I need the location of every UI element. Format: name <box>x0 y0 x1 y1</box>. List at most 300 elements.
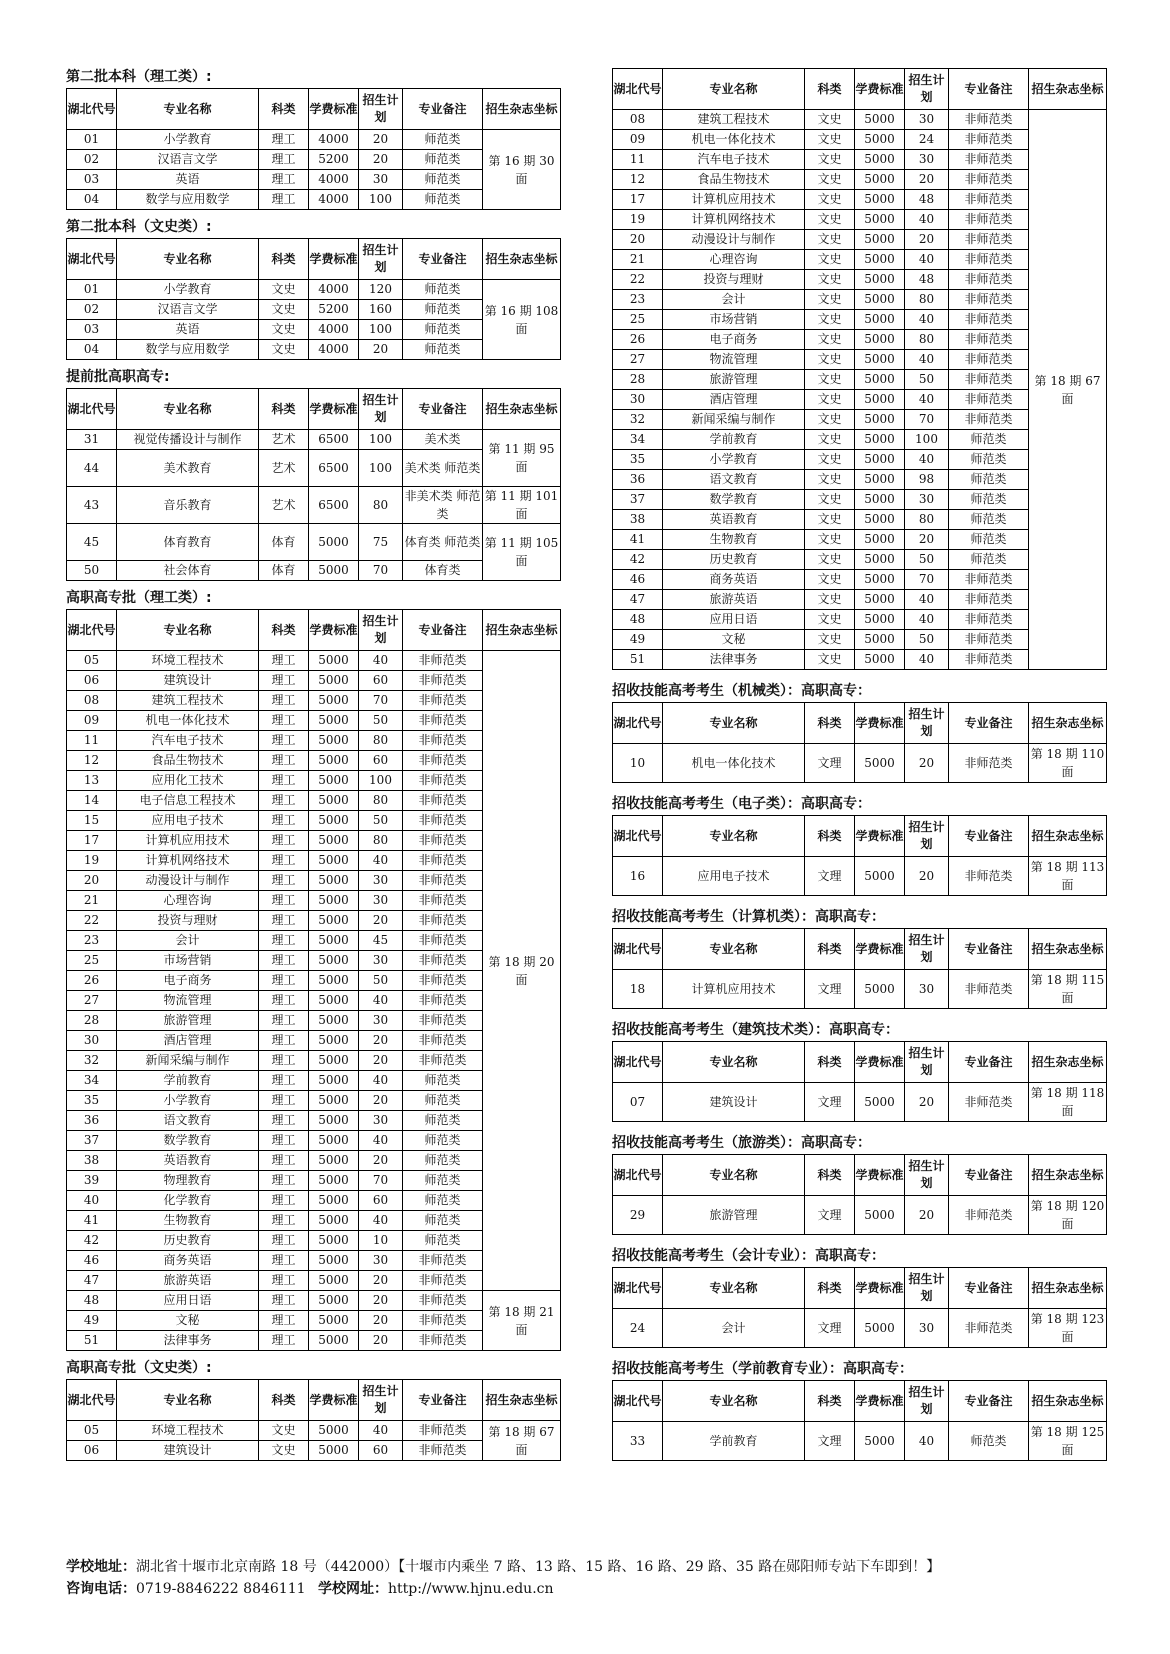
table-cell: 42 <box>613 550 663 570</box>
table-cell: 80 <box>359 731 403 751</box>
table-cell: 商务英语 <box>117 1251 259 1271</box>
table-cell: 理工 <box>259 651 309 671</box>
table-header-row <box>613 1042 1107 1083</box>
table-cell: 理工 <box>259 831 309 851</box>
table-cell: 5000 <box>309 1251 359 1271</box>
table-cell: 非师范类 <box>949 330 1029 350</box>
table-cell: 04 <box>67 340 117 360</box>
table-cell: 市场营销 <box>663 310 805 330</box>
table-cell: 师范类 <box>403 1071 483 1091</box>
table-cell: 旅游英语 <box>117 1271 259 1291</box>
section-title: 高职高专批（文史类）: <box>66 1360 212 1376</box>
table-cell: 5000 <box>855 110 905 130</box>
column-header: 学费标准 <box>309 89 359 130</box>
table-cell: 40 <box>905 650 949 670</box>
table-cell: 5000 <box>855 744 905 783</box>
table-cell: 5000 <box>855 630 905 650</box>
table-cell: 30 <box>359 1111 403 1131</box>
table-cell: 12 <box>67 751 117 771</box>
table-cell: 4000 <box>309 280 359 300</box>
column-header: 湖北代号 <box>67 239 117 280</box>
table-cell: 34 <box>613 430 663 450</box>
table-row <box>613 1083 1107 1122</box>
table-cell: 5000 <box>309 671 359 691</box>
table-row <box>67 430 561 450</box>
table-cell: 理工 <box>259 1291 309 1311</box>
table-cell: 5000 <box>309 971 359 991</box>
section-title: 提前批高职高专: <box>66 369 170 385</box>
table-cell: 5000 <box>309 711 359 731</box>
table-cell: 历史教育 <box>117 1231 259 1251</box>
table-cell: 旅游英语 <box>663 590 805 610</box>
phone-text: 0719-8846222 8846111 <box>136 1581 306 1597</box>
table-cell: 文史 <box>259 320 309 340</box>
table-cell: 理工 <box>259 1171 309 1191</box>
table-cell: 5000 <box>855 170 905 190</box>
table-cell: 5000 <box>855 210 905 230</box>
table-cell: 理工 <box>259 1151 309 1171</box>
table-cell: 会计 <box>663 290 805 310</box>
table-cell: 5000 <box>309 751 359 771</box>
table-cell: 文史 <box>805 110 855 130</box>
table-cell: 5000 <box>309 891 359 911</box>
table-header-row <box>613 929 1107 970</box>
table-cell: 5200 <box>309 150 359 170</box>
table-cell: 美术类 师范类 <box>403 450 483 487</box>
table-header-row <box>67 239 561 280</box>
table-cell: 文史 <box>805 210 855 230</box>
table-cell: 物理教育 <box>117 1171 259 1191</box>
table-cell: 非师范类 <box>403 791 483 811</box>
admission-table <box>612 68 1107 670</box>
table-header-row <box>613 816 1107 857</box>
section-title: 招收技能高考考生（旅游类）：高职高专： <box>612 1135 871 1151</box>
table-cell: 文史 <box>805 610 855 630</box>
table-cell: 非师范类 <box>949 290 1029 310</box>
table-cell: 非师范类 <box>949 857 1029 896</box>
table-cell: 17 <box>67 831 117 851</box>
table-cell: 文史 <box>259 340 309 360</box>
column-header: 湖北代号 <box>67 89 117 130</box>
table-cell: 18 <box>613 970 663 1009</box>
table-cell: 体育 <box>259 561 309 581</box>
table-cell: 5000 <box>309 1091 359 1111</box>
admission-table <box>612 815 1107 896</box>
table-cell: 师范类 <box>403 1231 483 1251</box>
table-cell: 11 <box>67 731 117 751</box>
table-cell: 20 <box>67 871 117 891</box>
table-cell: 计算机应用技术 <box>117 831 259 851</box>
table-cell: 70 <box>359 561 403 581</box>
table-cell: 5000 <box>309 1151 359 1171</box>
table-cell: 英语 <box>117 320 259 340</box>
magazine-coordinate: 第 18 期 67 面 <box>1029 110 1107 670</box>
table-cell: 5000 <box>855 1083 905 1122</box>
table-cell: 应用日语 <box>663 610 805 630</box>
table-cell: 建筑设计 <box>663 1083 805 1122</box>
table-cell: 化学教育 <box>117 1191 259 1211</box>
table-cell: 5000 <box>855 970 905 1009</box>
table-cell: 视觉传播设计与制作 <box>117 430 259 450</box>
table-cell: 酒店管理 <box>117 1031 259 1051</box>
table-row <box>613 1309 1107 1348</box>
table-cell: 03 <box>67 170 117 190</box>
table-cell: 非师范类 <box>403 1011 483 1031</box>
table-cell: 5000 <box>855 390 905 410</box>
table-cell: 电子商务 <box>663 330 805 350</box>
table-cell: 理工 <box>259 1211 309 1231</box>
table-cell: 5000 <box>309 1331 359 1351</box>
table-cell: 31 <box>67 430 117 450</box>
table-cell: 非师范类 <box>403 1271 483 1291</box>
table-cell: 理工 <box>259 751 309 771</box>
table-cell: 01 <box>67 130 117 150</box>
table-cell: 非师范类 <box>949 570 1029 590</box>
table-cell: 非师范类 <box>403 1251 483 1271</box>
table-cell: 20 <box>359 340 403 360</box>
table-cell: 机电一体化技术 <box>663 130 805 150</box>
table-cell: 120 <box>359 280 403 300</box>
table-cell: 06 <box>67 671 117 691</box>
table-cell: 5000 <box>309 851 359 871</box>
admission-table <box>66 609 561 1351</box>
table-cell: 理工 <box>259 1311 309 1331</box>
table-cell: 小学教育 <box>663 450 805 470</box>
table-cell: 51 <box>67 1331 117 1351</box>
table-cell: 23 <box>613 290 663 310</box>
column-header: 湖北代号 <box>67 610 117 651</box>
table-cell: 5000 <box>855 410 905 430</box>
table-cell: 师范类 <box>403 1191 483 1211</box>
column-header: 专业名称 <box>663 1042 805 1083</box>
table-cell: 46 <box>613 570 663 590</box>
table-cell: 50 <box>905 370 949 390</box>
table-cell: 5000 <box>309 1421 359 1441</box>
section-title: 招收技能高考考生（会计专业）：高职高专： <box>612 1248 885 1264</box>
table-cell: 非师范类 <box>949 410 1029 430</box>
table-cell: 非师范类 <box>949 350 1029 370</box>
section-title: 第二批本科（文史类）: <box>66 219 212 235</box>
table-cell: 80 <box>359 487 403 524</box>
table-cell: 师范类 <box>403 1111 483 1131</box>
column-header: 学费标准 <box>309 239 359 280</box>
table-cell: 32 <box>613 410 663 430</box>
table-cell: 理工 <box>259 971 309 991</box>
table-cell: 28 <box>613 370 663 390</box>
table-cell: 理工 <box>259 991 309 1011</box>
table-cell: 建筑设计 <box>117 1441 259 1461</box>
table-cell: 5000 <box>855 150 905 170</box>
admission-table-early <box>66 388 561 581</box>
column-header: 招生杂志坐标 <box>1029 1381 1107 1422</box>
table-cell: 理工 <box>259 691 309 711</box>
table-cell: 文史 <box>259 1421 309 1441</box>
table-cell: 非师范类 <box>949 150 1029 170</box>
table-cell: 理工 <box>259 811 309 831</box>
table-header-row <box>613 703 1107 744</box>
table-cell: 40 <box>359 851 403 871</box>
table-cell: 5000 <box>855 290 905 310</box>
table-cell: 非师范类 <box>949 130 1029 150</box>
table-cell: 音乐教育 <box>117 487 259 524</box>
column-header: 科类 <box>805 1381 855 1422</box>
table-cell: 学前教育 <box>663 430 805 450</box>
table-cell: 非师范类 <box>949 610 1029 630</box>
table-cell: 48 <box>905 270 949 290</box>
table-cell: 非师范类 <box>403 1441 483 1461</box>
table-cell: 小学教育 <box>117 1091 259 1111</box>
table-cell: 汽车电子技术 <box>117 731 259 751</box>
table-cell: 50 <box>67 561 117 581</box>
table-cell: 6500 <box>309 487 359 524</box>
table-cell: 36 <box>613 470 663 490</box>
table-cell: 数学与应用数学 <box>117 190 259 210</box>
table-cell: 应用日语 <box>117 1291 259 1311</box>
table-cell: 文史 <box>805 330 855 350</box>
table-cell: 理工 <box>259 150 309 170</box>
table-cell: 数学教育 <box>117 1131 259 1151</box>
table-cell: 5000 <box>855 650 905 670</box>
table-cell: 5000 <box>309 691 359 711</box>
admission-table <box>612 928 1107 1009</box>
table-cell: 5000 <box>855 570 905 590</box>
table-cell: 60 <box>359 1191 403 1211</box>
column-header: 专业名称 <box>117 1380 259 1421</box>
table-cell: 38 <box>67 1151 117 1171</box>
column-header: 科类 <box>805 929 855 970</box>
table-cell: 理工 <box>259 1271 309 1291</box>
table-cell: 5000 <box>309 651 359 671</box>
column-header: 学费标准 <box>855 703 905 744</box>
table-cell: 计算机应用技术 <box>663 190 805 210</box>
table-cell: 非师范类 <box>949 110 1029 130</box>
table-cell: 文史 <box>805 570 855 590</box>
magazine-coordinate: 第 16 期 108 面 <box>483 280 561 360</box>
table-cell: 非美术类 师范类 <box>403 487 483 524</box>
magazine-coordinate: 第 11 期 105 面 <box>483 524 561 581</box>
table-cell: 21 <box>613 250 663 270</box>
table-cell: 80 <box>359 791 403 811</box>
address-label: 学校地址： <box>66 1559 136 1575</box>
column-header: 招生计划 <box>359 239 403 280</box>
table-cell: 酒店管理 <box>663 390 805 410</box>
column-header: 科类 <box>805 1268 855 1309</box>
table-row <box>67 280 561 300</box>
column-header: 专业名称 <box>117 610 259 651</box>
table-cell: 非师范类 <box>403 871 483 891</box>
table-cell: 50 <box>359 711 403 731</box>
table-cell: 非师范类 <box>403 931 483 951</box>
table-cell: 40 <box>359 1421 403 1441</box>
table-cell: 计算机网络技术 <box>663 210 805 230</box>
table-cell: 非师范类 <box>403 1331 483 1351</box>
table-cell: 80 <box>905 330 949 350</box>
table-cell: 34 <box>67 1071 117 1091</box>
column-header: 招生杂志坐标 <box>483 89 561 130</box>
table-cell: 汽车电子技术 <box>663 150 805 170</box>
table-cell: 4000 <box>309 130 359 150</box>
table-cell: 30 <box>359 891 403 911</box>
column-header: 专业备注 <box>949 1268 1029 1309</box>
magazine-coordinate: 第 18 期 118 面 <box>1029 1083 1107 1122</box>
table-cell: 投资与理财 <box>117 911 259 931</box>
table-cell: 应用电子技术 <box>117 811 259 831</box>
table-header-row <box>613 1381 1107 1422</box>
table-cell: 理工 <box>259 871 309 891</box>
table-cell: 22 <box>613 270 663 290</box>
table-cell: 5000 <box>855 130 905 150</box>
table-cell: 生物教育 <box>117 1211 259 1231</box>
table-cell: 6500 <box>309 430 359 450</box>
table-cell: 理工 <box>259 771 309 791</box>
table-cell: 环境工程技术 <box>117 1421 259 1441</box>
table-cell: 师范类 <box>949 530 1029 550</box>
table-cell: 文理 <box>805 1422 855 1461</box>
table-cell: 60 <box>359 1441 403 1461</box>
table-cell: 5000 <box>309 1111 359 1131</box>
table-cell: 4000 <box>309 170 359 190</box>
table-cell: 美术类 <box>403 430 483 450</box>
table-cell: 理工 <box>259 791 309 811</box>
table-cell: 33 <box>613 1422 663 1461</box>
table-cell: 5200 <box>309 300 359 320</box>
table-cell: 文史 <box>805 470 855 490</box>
table-cell: 40 <box>359 991 403 1011</box>
table-cell: 文史 <box>805 310 855 330</box>
table-cell: 非师范类 <box>949 310 1029 330</box>
table-cell: 70 <box>905 410 949 430</box>
column-header: 学费标准 <box>855 1155 905 1196</box>
table-cell: 投资与理财 <box>663 270 805 290</box>
table-cell: 文史 <box>805 510 855 530</box>
column-header: 招生杂志坐标 <box>1029 1155 1107 1196</box>
admission-table <box>66 238 561 360</box>
table-row <box>67 130 561 150</box>
table-cell: 5000 <box>309 1291 359 1311</box>
table-cell: 30 <box>67 1031 117 1051</box>
table-row <box>67 487 561 524</box>
table-cell: 学前教育 <box>663 1422 805 1461</box>
table-cell: 50 <box>359 971 403 991</box>
table-cell: 20 <box>905 1083 949 1122</box>
magazine-coordinate: 第 18 期 20 面 <box>483 651 561 1291</box>
column-header: 学费标准 <box>855 1268 905 1309</box>
table-cell: 新闻采编与制作 <box>663 410 805 430</box>
table-cell: 5000 <box>309 1051 359 1071</box>
section-title: 招收技能高考考生（学前教育专业）：高职高专： <box>612 1361 913 1377</box>
table-cell: 体育类 <box>403 561 483 581</box>
table-cell: 04 <box>67 190 117 210</box>
table-cell: 6500 <box>309 450 359 487</box>
table-row <box>613 970 1107 1009</box>
table-cell: 师范类 <box>403 130 483 150</box>
table-cell: 40 <box>905 350 949 370</box>
table-cell: 48 <box>905 190 949 210</box>
column-header: 专业备注 <box>403 89 483 130</box>
table-cell: 20 <box>905 230 949 250</box>
table-cell: 心理咨询 <box>117 891 259 911</box>
table-cell: 文史 <box>805 630 855 650</box>
column-header: 科类 <box>259 239 309 280</box>
table-cell: 5000 <box>309 1271 359 1291</box>
column-header: 湖北代号 <box>613 1042 663 1083</box>
section-title: 招收技能高考考生（建筑技术类）：高职高专： <box>612 1022 899 1038</box>
table-row <box>613 744 1107 783</box>
column-header: 学费标准 <box>309 389 359 430</box>
table-cell: 39 <box>67 1171 117 1191</box>
table-cell: 5000 <box>855 230 905 250</box>
table-cell: 文史 <box>805 270 855 290</box>
section-title: 第二批本科（理工类）: <box>66 69 212 85</box>
table-cell: 20 <box>359 1291 403 1311</box>
table-cell: 理工 <box>259 911 309 931</box>
table-cell: 80 <box>359 831 403 851</box>
table-cell: 02 <box>67 300 117 320</box>
table-cell: 41 <box>613 530 663 550</box>
table-cell: 文史 <box>805 170 855 190</box>
table-cell: 5000 <box>309 524 359 561</box>
table-cell: 100 <box>359 771 403 791</box>
table-cell: 5000 <box>309 731 359 751</box>
table-cell: 19 <box>613 210 663 230</box>
table-cell: 师范类 <box>403 300 483 320</box>
table-cell: 80 <box>905 290 949 310</box>
table-cell: 5000 <box>309 911 359 931</box>
table-cell: 23 <box>67 931 117 951</box>
table-cell: 40 <box>905 390 949 410</box>
column-header: 专业名称 <box>663 1155 805 1196</box>
table-cell: 20 <box>359 1331 403 1351</box>
table-cell: 非师范类 <box>403 971 483 991</box>
website-link[interactable]: http://www.hjnu.edu.cn <box>387 1581 554 1597</box>
column-header: 湖北代号 <box>67 389 117 430</box>
table-cell: 理工 <box>259 1191 309 1211</box>
table-cell: 05 <box>67 651 117 671</box>
table-cell: 5000 <box>855 510 905 530</box>
table-cell: 46 <box>67 1251 117 1271</box>
table-cell: 师范类 <box>949 510 1029 530</box>
magazine-coordinate: 第 18 期 125 面 <box>1029 1422 1107 1461</box>
table-cell: 51 <box>613 650 663 670</box>
column-header: 专业名称 <box>663 69 805 110</box>
table-cell: 理工 <box>259 1331 309 1351</box>
table-cell: 20 <box>905 857 949 896</box>
table-cell: 5000 <box>855 470 905 490</box>
table-cell: 文史 <box>805 590 855 610</box>
table-cell: 文秘 <box>117 1311 259 1331</box>
column-header: 湖北代号 <box>613 929 663 970</box>
table-cell: 5000 <box>309 1211 359 1231</box>
table-cell: 市场营销 <box>117 951 259 971</box>
column-header: 招生计划 <box>905 1155 949 1196</box>
table-cell: 35 <box>613 450 663 470</box>
table-cell: 17 <box>613 190 663 210</box>
column-header: 科类 <box>259 389 309 430</box>
table-cell: 08 <box>67 691 117 711</box>
table-cell: 文理 <box>805 744 855 783</box>
table-cell: 4000 <box>309 340 359 360</box>
table-cell: 非师范类 <box>403 1291 483 1311</box>
table-cell: 非师范类 <box>403 651 483 671</box>
table-cell: 5000 <box>309 1031 359 1051</box>
table-cell: 理工 <box>259 1131 309 1151</box>
table-cell: 24 <box>905 130 949 150</box>
table-cell: 非师范类 <box>403 831 483 851</box>
table-cell: 20 <box>613 230 663 250</box>
magazine-coordinate: 第 18 期 113 面 <box>1029 857 1107 896</box>
table-cell: 5000 <box>855 330 905 350</box>
column-header: 科类 <box>805 1155 855 1196</box>
